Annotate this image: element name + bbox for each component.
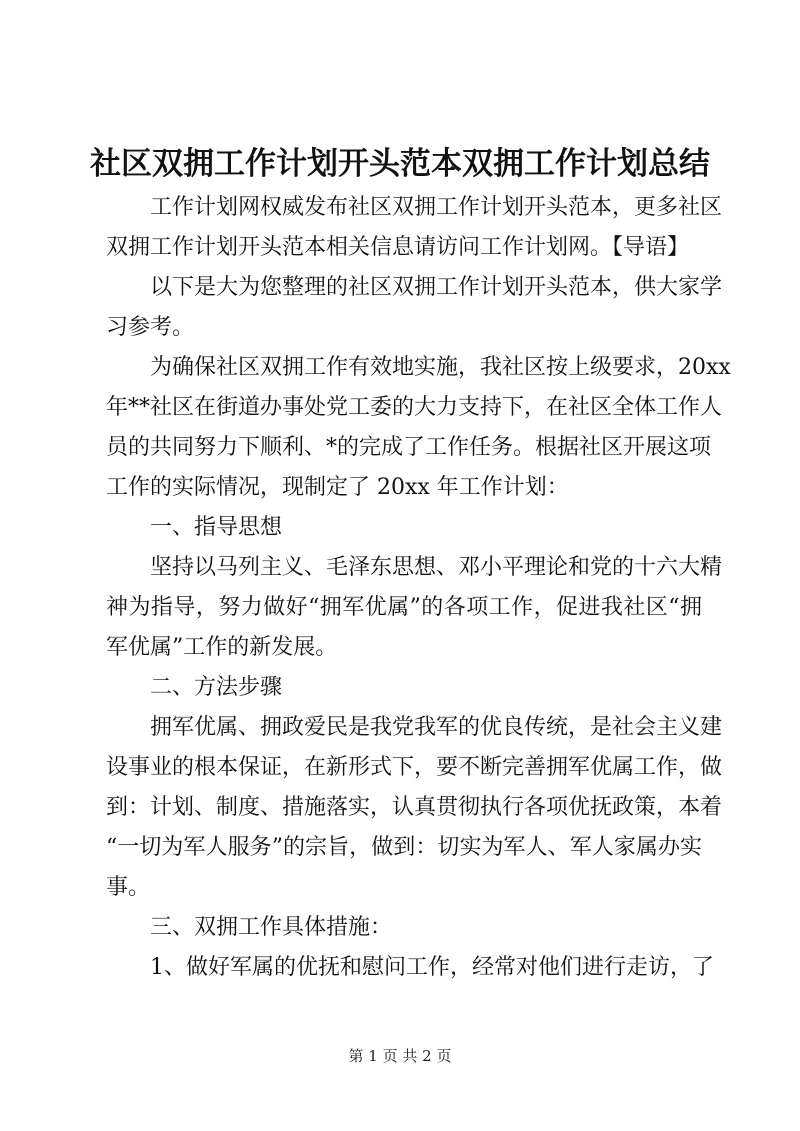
text-line: 工作的实际情况，现制定了 20xx 年工作计划：: [106, 475, 569, 500]
text-line: 年**社区在街道办事处党工委的大力支持下，在社区全体工作人: [106, 395, 723, 420]
text-line: 一、指导思想: [150, 515, 283, 540]
text-line: 为确保社区双拥工作有效地实施，我社区按上级要求，20xx: [150, 355, 731, 380]
text-line: 拥军优属、拥政爱民是我党我军的优良传统，是社会主义建: [150, 715, 723, 740]
text-line: 设事业的根本保证，在新形式下，要不断完善拥军优属工作，做: [106, 755, 723, 780]
text-line: 以下是大为您整理的社区双拥工作计划开头范本，供大家学: [150, 275, 723, 300]
text-line: 习参考。: [106, 315, 195, 340]
text-line: 二、方法步骤: [150, 675, 283, 700]
text-line: 神为指导，努力做好“拥军优属”的各项工作，促进我社区“拥: [106, 595, 702, 620]
text-line: 员的共同努力下顺利、*的完成了工作任务。根据社区开展这项: [106, 435, 712, 460]
page-footer: 第 1 页 共 2 页: [348, 1047, 452, 1065]
text-line: 到：计划、制度、措施落实，认真贯彻执行各项优抚政策，本着: [106, 795, 723, 820]
text-line: 军优属”工作的新发展。: [106, 635, 338, 660]
text-line: 工作计划网权威发布社区双拥工作计划开头范本，更多社区: [150, 195, 723, 220]
text-line: 三、双拥工作具体措施：: [150, 915, 393, 940]
text-line: 双拥工作计划开头范本相关信息请访问工作计划网。【导语】: [106, 235, 690, 260]
text-line: 坚持以马列主义、毛泽东思想、邓小平理论和党的十六大精: [150, 555, 723, 580]
text-line: 1、做好军属的优抚和慰问工作，经常对他们进行走访，了: [150, 955, 714, 980]
text-line: “一切为军人服务”的宗旨，做到：切实为军人、军人家属办实: [106, 835, 702, 860]
body-text: [106, 188, 731, 988]
document-title: 社区双拥工作计划开头范本双拥工作计划总结: [90, 146, 710, 182]
document-body: [106, 188, 731, 988]
text-line: 事。: [106, 875, 151, 900]
